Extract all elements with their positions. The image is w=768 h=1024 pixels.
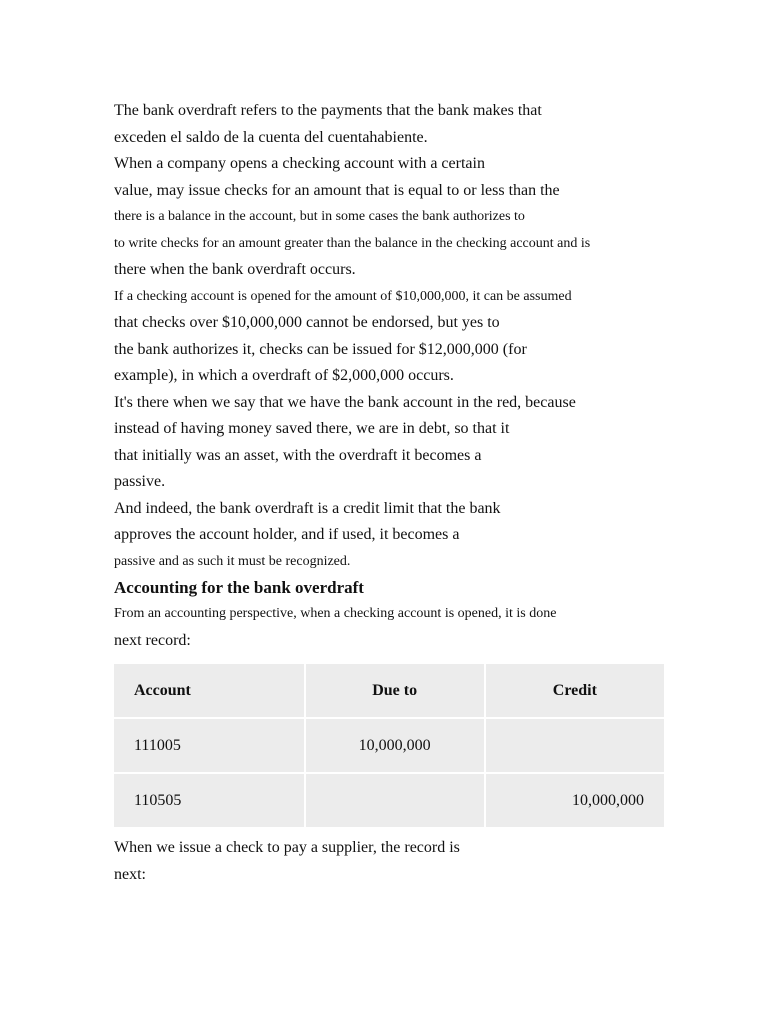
document-body — [114, 98, 674, 888]
header-account: Account — [114, 664, 304, 717]
table-row — [114, 719, 664, 772]
text-line: And indeed, the bank overdraft is a credit limit that the bank — [114, 499, 501, 517]
text-line: that checks over $10,000,000 cannot be endorsed, but yes to — [114, 314, 500, 331]
cell-credit: 10,000,000 — [486, 774, 664, 827]
text-line: When we issue a check to pay a supplier, the record is — [114, 839, 460, 856]
text-line: example), in which a overdraft of $2,000,000 occurs. — [114, 367, 454, 384]
overdraft-explanation — [114, 98, 674, 575]
text-line: the bank authorizes it, checks can be issued for $12,000,000 (for — [114, 340, 527, 358]
text-line: next: — [114, 865, 146, 883]
text-line: From an accounting perspective, when a checking account is opened, it is done — [114, 606, 557, 621]
cell-account: 110505 — [114, 774, 304, 827]
ledger-header-row — [114, 664, 664, 717]
record-intro — [114, 601, 674, 654]
cell-account: 111005 — [114, 719, 304, 772]
text-line: next record: — [114, 631, 191, 649]
text-line: that initially was an asset, with the overdraft it becomes a — [114, 446, 482, 464]
section-heading: Accounting for the bank overdraft — [114, 578, 364, 597]
header-credit: Credit — [486, 664, 664, 717]
record-outro — [114, 835, 674, 888]
text-line: to write checks for an amount greater than the balance in the checking account and is — [114, 235, 591, 251]
text-line: there when the bank overdraft occurs. — [114, 261, 356, 278]
text-line: The bank overdraft refers to the payments that the bank makes that — [114, 102, 542, 119]
text-line: passive and as such it must be recognized. — [114, 553, 351, 569]
text-line: passive. — [114, 473, 166, 490]
text-line: value, may issue checks for an amount that is equal to or less than the — [114, 181, 560, 199]
text-line: If a checking account is opened for the amount of $10,000,000, it can be assumed — [114, 288, 572, 304]
cell-credit — [486, 719, 664, 772]
cell-due-to — [306, 774, 484, 827]
text-line: instead of having money saved there, we are in debt, so that it — [114, 420, 510, 437]
ledger-table — [112, 662, 666, 829]
header-due-to: Due to — [306, 664, 484, 717]
text-line: approves the account holder, and if used, it becomes a — [114, 526, 460, 543]
text-line: there is a balance in the account, but in some cases the bank authorizes to — [114, 209, 525, 224]
text-line: It's there when we say that we have the bank account in the red, because — [114, 393, 576, 411]
text-line: exceden el saldo de la cuenta del cuentahabiente. — [114, 128, 428, 146]
cell-due-to: 10,000,000 — [306, 719, 484, 772]
table-row — [114, 774, 664, 827]
text-line: When a company opens a checking account with a certain — [114, 155, 485, 172]
